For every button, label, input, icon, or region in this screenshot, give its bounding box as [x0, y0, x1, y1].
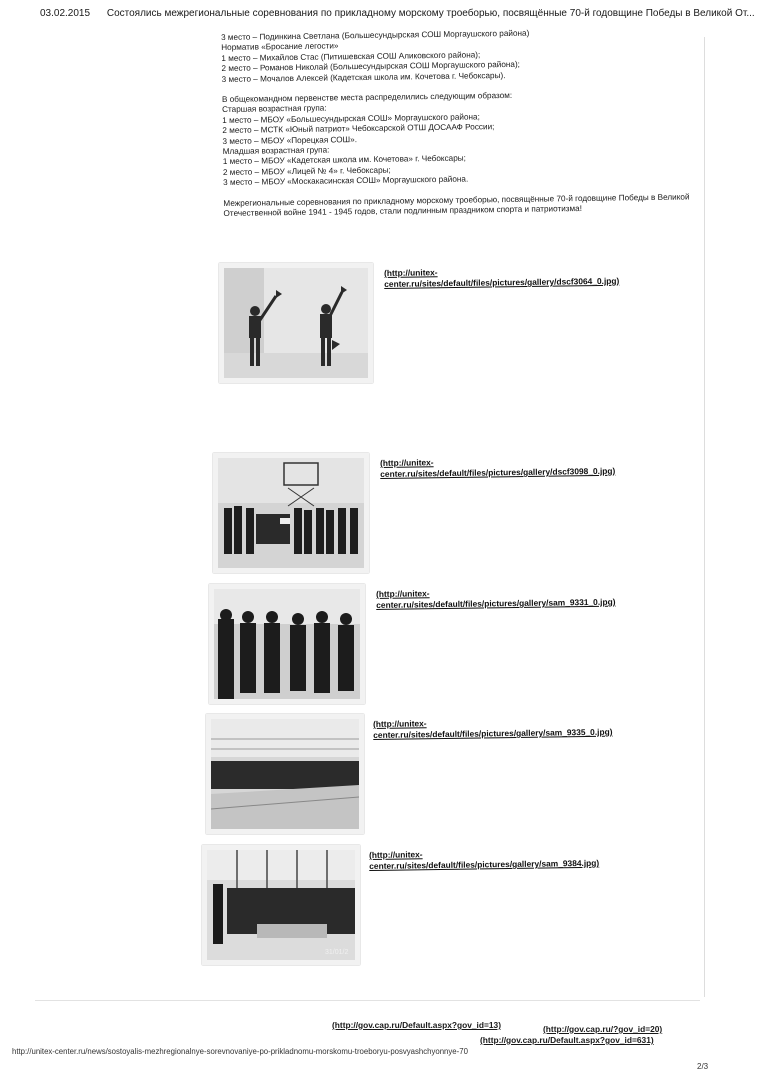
gallery-link-2-line1: (http://unitex- [380, 457, 434, 468]
page-border [35, 1000, 700, 1001]
gallery-link-1-line2: center.ru/sites/default/files/pictures/gallery/dscf3064_0.jpg) [384, 275, 620, 289]
team-line: 1 место – МБОУ «Большесундырская СОШ» Моргаушского района; [222, 112, 480, 125]
closing-paragraph: Межрегиональные соревнования по прикладному морскому троеборью, посвящённые 70-й годовщине Победы в Великой Отечественной войне 1941 - 1945 годов, стали подлинным праздником спорта и патриотизма! [223, 192, 690, 219]
gallery-link-3-line1: (http://unitex- [376, 588, 430, 599]
team-line: 1 место – МБОУ «Кадетская школа им. Кочетова» г. Чебоксары; [222, 154, 466, 167]
gallery-link-3-line2: center.ru/sites/default/files/pictures/gallery/sam_9331_0.jpg) [376, 596, 616, 610]
team-line: Старшая возрастная група: [222, 103, 327, 115]
page-url: http://unitex-center.ru/news/sostoyalis-mezhregionalnye-sorevnovaniye-po-prikladnomu-morskomu-troeboryu-posvyashchyonnye-70 [12, 1047, 468, 1056]
article-body [221, 26, 734, 220]
gallery-link-2-line2: center.ru/sites/default/files/pictures/gallery/dscf3098_0.jpg) [380, 465, 616, 479]
team-line: 3 место – МБОУ «Москакасинская СОШ» Моргаушского района. [223, 174, 469, 188]
gallery-link-5[interactable] [369, 847, 599, 872]
gallery-link-5-line2: center.ru/sites/default/files/pictures/gallery/sam_9384.jpg) [369, 857, 600, 871]
officers-photo-image [214, 589, 360, 699]
results-line: Норматив «Бросание легости» [221, 41, 339, 53]
hall-photo-image [207, 850, 355, 960]
gallery-photo-2[interactable] [213, 453, 369, 573]
team-line: 2 место – МСТК «Юный патриот» Чебоксарской ОТШ ДОСААФ России; [222, 122, 495, 136]
gallery-link-4-line2: center.ru/sites/default/files/pictures/gallery/sam_9335_0.jpg) [373, 726, 613, 740]
results-line: 3 место – Подинкина Светлана (Большесундырская СОШ Моргаушского района) [221, 28, 530, 42]
gallery-photo-1[interactable] [219, 263, 373, 383]
print-date: 03.02.2015 [40, 8, 91, 19]
results-line: 1 место – Михайлов Стас (Питишевская СОШ Аликовского района); [221, 50, 481, 63]
print-title: Состоялись межрегиональные соревнования по прикладному морскому троеборью, посвящённые 70-й годовщине Победы в Великой От... [106, 8, 755, 19]
footer-link-gov-13[interactable]: (http://gov.cap.ru/Default.aspx?gov_id=13) [332, 1020, 501, 1030]
gallery-photo-5[interactable] [202, 845, 360, 965]
team-line: В общекомандном первенстве места распределились следующим образом: [221, 90, 513, 105]
footer-link-gov-631[interactable]: (http://gov.cap.ru/Default.aspx?gov_id=631) [480, 1035, 654, 1045]
team-photo-image [218, 458, 364, 568]
gallery-photo-4[interactable] [206, 714, 364, 834]
photo-date-stamp: 31/01/2 [325, 949, 349, 956]
results-line: 2 место – Романов Николай (Большесундырская СОШ Моргаушского района); [221, 60, 520, 74]
footer-link-gov-20[interactable]: (http://gov.cap.ru/?gov_id=20) [543, 1024, 663, 1034]
gallery-photo-3[interactable] [209, 584, 365, 704]
page-number: 2/3 [697, 1062, 709, 1071]
gallery-link-4-line1: (http://unitex- [373, 718, 427, 729]
print-header [40, 8, 755, 19]
gallery-link-1-line1: (http://unitex- [384, 267, 438, 278]
formation-photo-image [211, 719, 359, 829]
gallery-link-1[interactable] [384, 265, 619, 290]
team-line: 2 место – МБОУ «Лицей № 4» г. Чебоксары; [222, 165, 391, 177]
gallery-link-3[interactable] [376, 586, 616, 611]
team-line: Младшая возрастная група: [222, 145, 330, 157]
signallers-photo-image [224, 268, 368, 378]
team-line: 3 место – МБОУ «Порецкая СОШ». [222, 134, 357, 146]
results-line: 3 место – Мочалов Алексей (Кадетская школа им. Кочетова г. Чебоксары). [221, 70, 506, 84]
gallery-link-5-line1: (http://unitex- [369, 849, 423, 860]
gallery-link-4[interactable] [373, 716, 613, 741]
gallery-link-2[interactable] [380, 455, 615, 480]
